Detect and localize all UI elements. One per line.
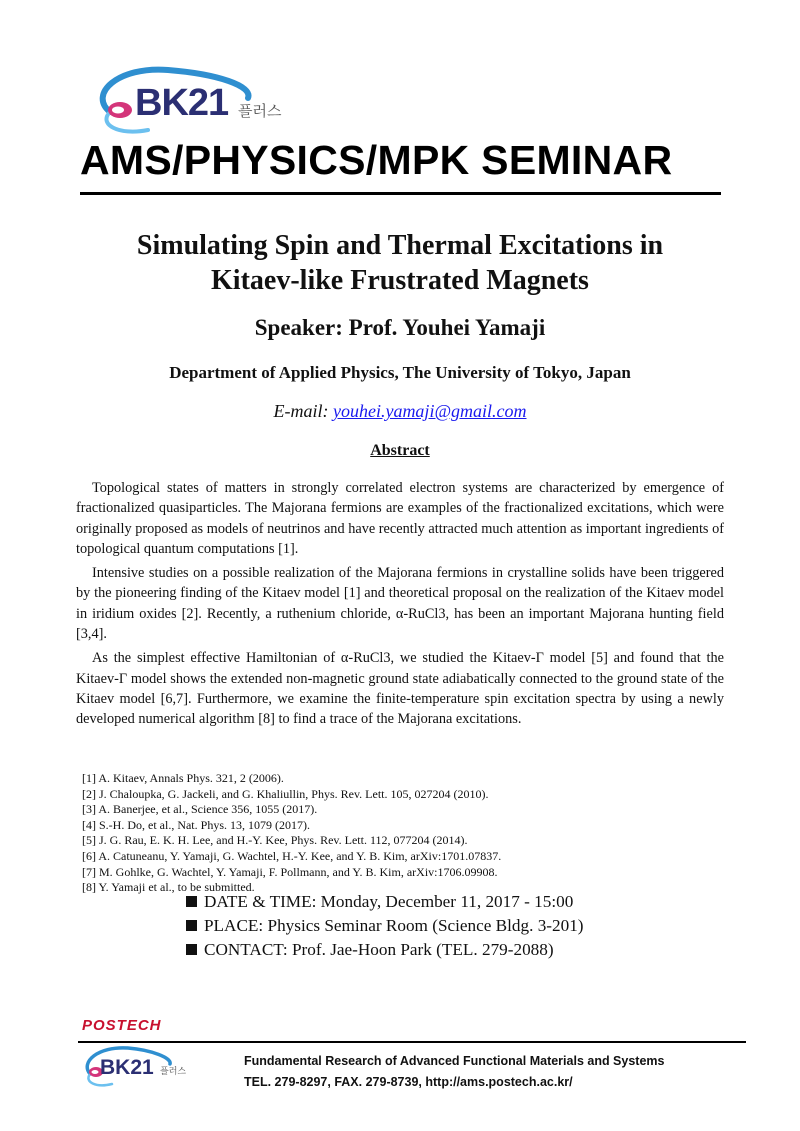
reference-item: [2] J. Chaloupka, G. Jackeli, and G. Khaliullin, Phys. Rev. Lett. 105, 027204 (2010). [82, 786, 489, 801]
contact-row [186, 938, 584, 962]
logo-suffix: 플러스 [238, 102, 282, 120]
affiliation: Department of Applied Physics, The University of Tokyo, Japan [169, 363, 631, 382]
date-time-row [186, 890, 584, 914]
reference-item: [5] J. G. Rau, E. K. H. Lee, and H.-Y. Kee, Phys. Rev. Lett. 112, 077204 (2014). [82, 833, 468, 848]
talk-title [60, 228, 740, 298]
logo-wordmark: BK21 [135, 82, 229, 124]
square-bullet-icon [186, 944, 197, 955]
footer-contact: TEL. 279-8297, FAX. 279-8739, http://ams.postech.ac.kr/ [244, 1075, 573, 1089]
footer-bk21-logo [80, 1044, 200, 1092]
reference-item: [8] Y. Yamaji et al., to be submitted. [82, 880, 255, 895]
seminar-title: AMS/PHYSICS/MPK SEMINAR [80, 137, 673, 183]
footer-divider [78, 1041, 746, 1043]
contact: CONTACT: Prof. Jae-Hoon Park (TEL. 279-2088) [204, 940, 554, 959]
abstract-paragraph: As the simplest effective Hamiltonian of α-RuCl3, we studied the Kitaev-Γ model [5] and found that the Kitaev-Γ model shows the extended non-magnetic ground state adiabatically connected to the ground state of the Kitaev model [6,7]. Furthermore, we examine the finite-temperature spin excitation spectra by using a newly developed numerical algorithm [8] to find a trace of the Majorana excitations. [76, 650, 724, 728]
reference-item: [1] A. Kitaev, Annals Phys. 321, 2 (2006). [82, 771, 284, 785]
reference-item: [4] S.-H. Do, et al., Nat. Phys. 13, 1079 (2017). [82, 817, 310, 832]
email-link[interactable]: youhei.yamaji@gmail.com [332, 401, 527, 421]
talk-title-line-2: Kitaev-like Frustrated Magnets [211, 265, 589, 296]
square-bullet-icon [186, 896, 197, 907]
bk21-plus-logo [88, 64, 298, 144]
abstract-paragraph: Topological states of matters in strongly correlated electron systems are characterized by emergence of fractionalized quasiparticles. The Majorana fermions are examples of the fractionalized excitations, which were originally proposed as models of neutrinos and have recently attracted much attention as important ingredients of topological quantum computations [1]. [76, 480, 724, 557]
abstract-body [76, 478, 724, 734]
talk-title-line-1: Simulating Spin and Thermal Excitations in [136, 230, 664, 261]
square-bullet-icon [186, 920, 197, 931]
footer-logo-wordmark: BK21 [100, 1056, 154, 1079]
place: PLACE: Physics Seminar Room (Science Bldg. 3-201) [204, 916, 584, 935]
reference-item: [3] A. Banerjee, et al., Science 356, 1055 (2017). [82, 802, 318, 817]
date-time: DATE & TIME: Monday, December 11, 2017 - 15:00 [204, 892, 574, 911]
reference-list [82, 771, 742, 896]
place-row [186, 914, 584, 938]
footer-logo-suffix: 플러스 [160, 1067, 187, 1077]
abstract-heading: Abstract [370, 442, 430, 459]
postech-logo: POSTECH [82, 1017, 162, 1034]
email-line [60, 401, 740, 422]
reference-item: [6] A. Catuneanu, Y. Yamaji, G. Wachtel, H.-Y. Kee, and Y. B. Kim, arXiv:1701.07837. [82, 848, 502, 863]
footer-program-name: Fundamental Research of Advanced Functional Materials and Systems [244, 1054, 665, 1068]
speaker: Speaker: Prof. Youhei Yamaji [254, 315, 546, 340]
abstract-paragraph: Intensive studies on a possible realization of the Majorana fermions in crystalline solids have been triggered by the pioneering finding of the Kitaev model [1] and theoretical proposal on the realization of the Kitaev model in iridium oxides [2]. Recently, a ruthenium chloride, α-RuCl3, has been an important Majorana hunting field [3,4]. [76, 565, 724, 643]
event-details [186, 890, 584, 962]
header-divider [80, 192, 721, 195]
footer-text [244, 1051, 664, 1093]
email-label: E-mail: [273, 401, 329, 421]
reference-item: [7] M. Gohlke, G. Wachtel, Y. Yamaji, F. Pollmann, and Y. B. Kim, arXiv:1706.09908. [82, 864, 498, 879]
